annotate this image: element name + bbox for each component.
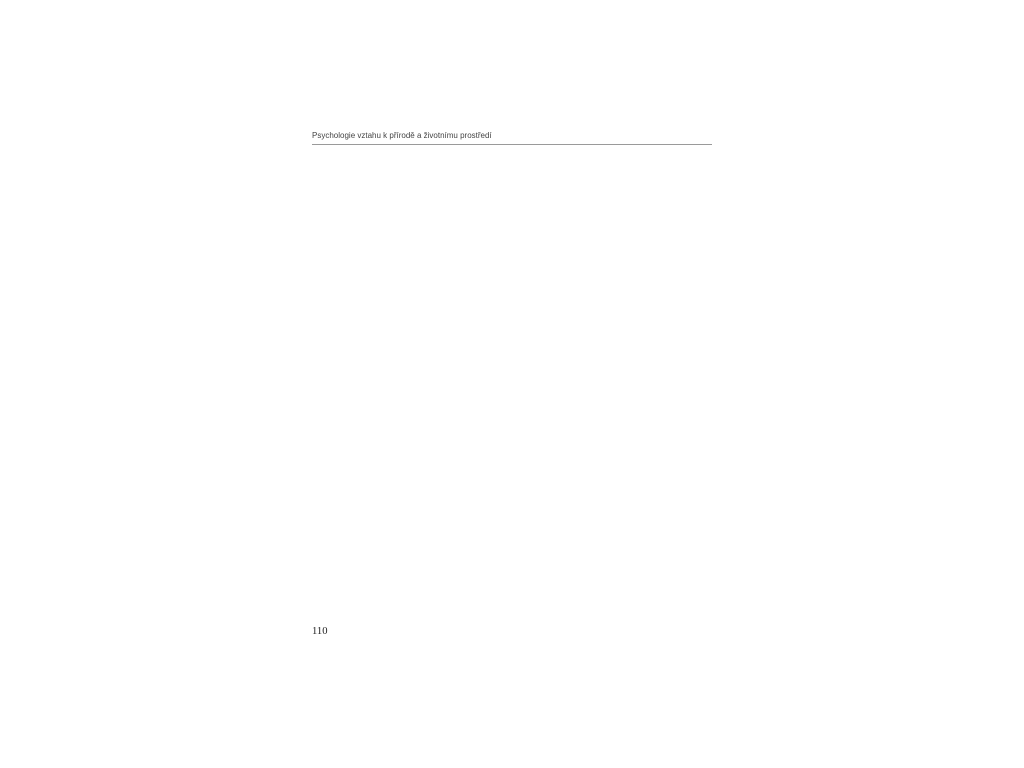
page-number: 110 — [312, 626, 328, 637]
running-head: Psychologie vztahu k přírodě a životnímu prostředí — [312, 131, 712, 145]
